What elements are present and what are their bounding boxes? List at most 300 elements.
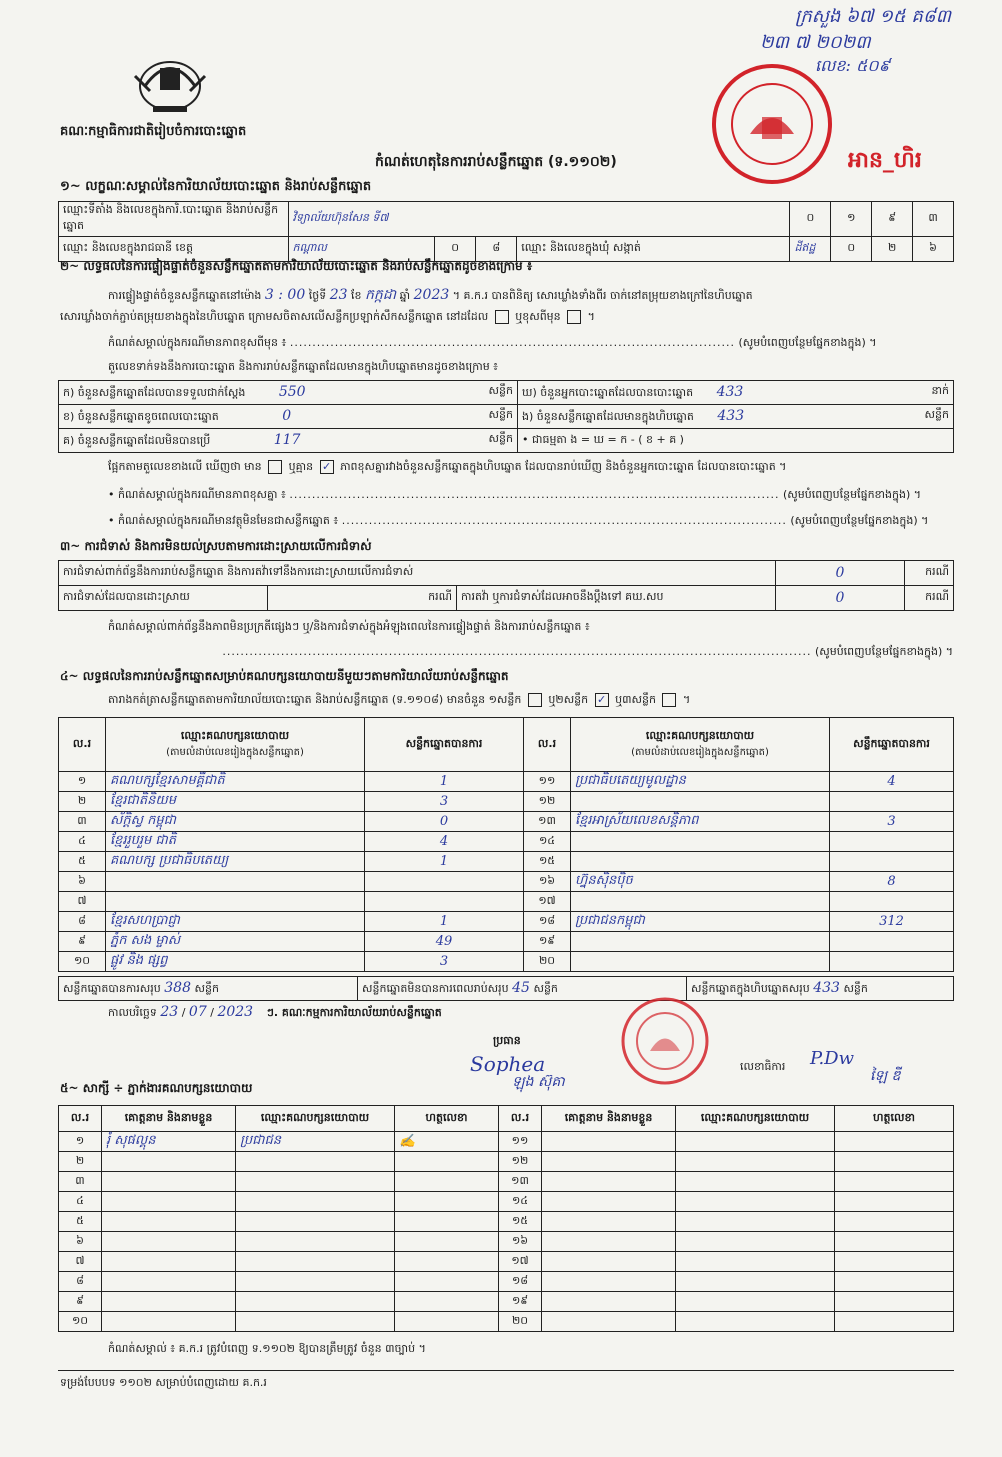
- table-row: [59, 852, 954, 872]
- table-row: [59, 1212, 954, 1232]
- witness-name: [542, 1212, 676, 1232]
- ballot-figures-table: [58, 380, 954, 453]
- witness-party: [236, 1232, 395, 1252]
- discrepancy-label: ផ្អែកតាមតួលេខខាងលើ ឃើញថា មាន: [108, 460, 262, 473]
- total-box-unit: សន្លឹក: [843, 981, 868, 995]
- witness-signature: [835, 1132, 954, 1152]
- row-no: ១៩: [524, 932, 571, 952]
- party-votes: 1: [365, 912, 524, 932]
- date-month: 07: [188, 1004, 207, 1020]
- objections-label: ការជំទាស់ពាក់ព័ន្ធនឹងការរាប់សន្លឹកឆ្នោត និងការតវ៉ាទៅនឹងការដោះស្រាយលើការជំទាស់: [59, 561, 776, 586]
- tally-sheets-line: តារាងកត់ត្រាសន្លឹកឆ្នោតតាមការិយាល័យបោះឆ្នោត និងរាប់សន្លឹកឆ្នោត (ទ.១១០៨) មានចំនួន ១សន្លឹក ឬ២សន្លឹក ✓ ឬ៣សន្លឹក ។: [108, 693, 691, 706]
- secretary-label: លេខាធិការ: [740, 1060, 786, 1073]
- row-no: ១៧: [524, 892, 571, 912]
- row-no: ៨: [59, 1272, 102, 1292]
- row-no: ១៨: [524, 912, 571, 932]
- section4-heading: ៤~ លទ្ធផលនៃការរាប់សន្លឹកឆ្នោតសម្រាប់គណបក្សនយោបាយនីមួយៗតាមការិយាល័យរាប់សន្លឹកឆ្នោត: [60, 669, 509, 683]
- chair-signature: Sophea: [470, 1052, 546, 1076]
- witness-signature: ✍: [395, 1132, 499, 1152]
- witness-signature: [835, 1172, 954, 1192]
- table-row: [59, 792, 954, 812]
- table-row: [59, 912, 954, 932]
- table-row: [59, 1232, 954, 1252]
- time-label: ការផ្ទៀងផ្ទាត់ចំនួនសន្លឹកឆ្នោតនៅម៉ោង: [108, 289, 262, 302]
- figures-intro: តួលេខទាក់ទងនឹងការបោះឆ្នោត និងការរាប់សន្លឹកឆ្នោតដែលមានក្នុងហិបឆ្នោតមានដូចខាងក្រោម ៖: [108, 360, 499, 373]
- discrepancy-text: ភាពខុសគ្នារវាងចំនួនសន្លឹកឆ្នោតក្នុងហិបឆ្នោត ដែលបានរាប់ឃើញ និងចំនួនអ្នកបោះឆ្នោត ដែលបានបោះឆ្នោត ។: [340, 460, 787, 473]
- table-row: [59, 1272, 954, 1292]
- witness-party: [676, 1272, 835, 1292]
- row-no: ៤: [59, 1192, 102, 1212]
- party-votes: [365, 872, 524, 892]
- spoiled-unit: សន្លឹក: [488, 407, 513, 421]
- witness-signature: [835, 1232, 954, 1252]
- two-sheets-label: ឬ២សន្លឹក: [548, 693, 589, 706]
- date-day: 23: [160, 1004, 179, 1020]
- committee-name: គណៈកម្មាធិការជាតិរៀបចំការបោះឆ្នោត: [60, 124, 247, 139]
- witness-name: រុំ សុផល្គុន: [102, 1132, 236, 1152]
- witness-name: [542, 1192, 676, 1212]
- section2-heading: ២~ លទ្ធផលនៃការផ្ទៀងផ្ទាត់ចំនួនសន្លឹកឆ្នោតតាមការិយាល័យបោះឆ្នោត និងរាប់សន្លឹកឆ្នោតដូចខាងក្រោម ៖: [60, 259, 533, 273]
- total-valid-unit: សន្លឹក: [194, 981, 219, 995]
- verification-line-1: [108, 285, 958, 306]
- province-digit: ០: [435, 237, 476, 262]
- official-stamp: [710, 62, 834, 186]
- col-party-title-right: ឈ្មោះគណបក្សនយោបាយ: [645, 729, 755, 742]
- section1-heading: ១~ លក្ខណៈសម្គាល់នៃការិយាល័យបោះឆ្នោត និងរាប់សន្លឹកឆ្នោត: [60, 179, 372, 194]
- witness-table: [58, 1105, 954, 1332]
- party-name: [571, 952, 830, 972]
- discrepancy-line: [108, 460, 786, 476]
- witness-party: ប្រជាជន: [236, 1132, 395, 1152]
- witness-name: [102, 1152, 236, 1172]
- party-name: [571, 852, 830, 872]
- chair-label: ប្រធាន: [493, 1034, 521, 1047]
- two-sheets-checkbox[interactable]: ✓: [595, 693, 609, 707]
- table-row: [59, 872, 954, 892]
- witness-name: [102, 1292, 236, 1312]
- party-votes: [830, 852, 954, 872]
- row-no: ១៤: [499, 1192, 542, 1212]
- table-row: [59, 1152, 954, 1172]
- row-no: ១: [59, 772, 106, 792]
- location-digit: ១: [831, 202, 872, 237]
- voters-unit: នាក់: [931, 383, 949, 397]
- form-title: កំណត់ហេតុនៃការរាប់សន្លឹកឆ្នោត (ទ.១១០២): [375, 154, 617, 170]
- bullet-note-1-label: • កំណត់សម្គាល់ក្នុងករណីមានភាពខុសគ្នា ៖: [108, 488, 286, 501]
- col-no: ល.រ: [59, 718, 106, 772]
- witness-party: [236, 1212, 395, 1232]
- row-no: ១៧: [499, 1252, 542, 1272]
- day-label: ថ្ងៃទី: [308, 289, 327, 302]
- handwritten-note-3: លេខ: ៥០៩: [815, 56, 890, 75]
- w-col-name: គោត្តនាម និងនាមខ្លួន: [102, 1106, 236, 1132]
- witness-party: [236, 1172, 395, 1192]
- w-col-party: ឈ្មោះគណបក្សនយោបាយ: [236, 1106, 395, 1132]
- commune-digit: ០: [831, 237, 872, 262]
- second-stamp: [610, 996, 720, 1086]
- irregularity-note: កំណត់សម្គាល់ពាក់ព័ន្ធនឹងភាពមិនប្រក្រតីផ្សេងៗ ឬ/និងការជំទាស់ក្នុងអំឡុងពេលនៃការផ្ទៀងផ្ទាត់ និងការរាប់សន្លឹកឆ្នោត ៖: [108, 620, 590, 633]
- no-discrepancy-checkbox[interactable]: ✓: [320, 460, 334, 474]
- total-valid-value: 388: [164, 979, 191, 996]
- row-no: ៩: [59, 932, 106, 952]
- witness-name: [102, 1312, 236, 1332]
- witness-signature: [835, 1272, 954, 1292]
- party-name: ខ្មែរជាតិនិយម: [106, 792, 365, 812]
- row-no: ១៦: [524, 872, 571, 892]
- w-col-name-right: គោត្តនាម និងនាមខ្លួន: [542, 1106, 676, 1132]
- witness-signature: [835, 1312, 954, 1332]
- nec-logo: [125, 46, 215, 116]
- witness-party: [676, 1132, 835, 1152]
- year-value: 2023: [413, 287, 450, 303]
- row-no: ១៩: [499, 1292, 542, 1312]
- row-no: ១: [59, 1132, 102, 1152]
- resolved-unit: ករណី: [268, 586, 457, 611]
- witness-party: [676, 1292, 835, 1312]
- irregularity-note-tail: ................................................................................................................................... (សូមបំពេញបន្ថែមផ្នែកខាងក្នុង) ។: [222, 645, 953, 658]
- date-label: កាលបរិច្ឆេទ: [108, 1006, 157, 1019]
- bullet-note-2-tail: (សូមបំពេញបន្ថែមផ្នែកខាងក្នុង) ។: [790, 514, 929, 527]
- w-col-no: ល.រ: [59, 1106, 102, 1132]
- witness-party: [236, 1152, 395, 1172]
- objections-unit: ករណី: [905, 561, 954, 586]
- table-row: [59, 932, 954, 952]
- location-digit: ៣: [913, 202, 954, 237]
- row-no: ៦: [59, 872, 106, 892]
- party-votes: 49: [365, 932, 524, 952]
- different-label: ឬខុសពីមុន: [515, 310, 561, 323]
- row-no: ៣: [59, 1172, 102, 1192]
- three-sheets-checkbox[interactable]: [662, 693, 676, 707]
- witness-signature: [395, 1152, 499, 1172]
- row-no: ៩: [59, 1292, 102, 1312]
- ballot-box-label: ង) ចំនួនសន្លឹកឆ្នោតដែលមានក្នុងហិបឆ្នោត: [522, 409, 694, 423]
- witness-party: [236, 1312, 395, 1332]
- w-col-no-right: ល.រ: [499, 1106, 542, 1132]
- totals-row: [58, 976, 954, 1001]
- witness-name: [102, 1272, 236, 1292]
- witness-name: [102, 1232, 236, 1252]
- party-votes: 3: [365, 952, 524, 972]
- party-votes: 4: [830, 772, 954, 792]
- party-name: គណបក្សខ្មែរសាមគ្គីជាតិ: [106, 772, 365, 792]
- commune-digit: ២: [872, 237, 913, 262]
- has-discrepancy-checkbox[interactable]: [268, 460, 282, 474]
- total-invalid-label: សន្លឹកឆ្នោតមិនបានការពេលរាប់សរុប: [362, 981, 509, 995]
- witness-signature: [835, 1292, 954, 1312]
- three-sheets-label: ឬ៣សន្លឹក: [615, 693, 656, 706]
- row-no: ១១: [499, 1132, 542, 1152]
- row-no: ៣: [59, 812, 106, 832]
- witness-party: [676, 1212, 835, 1232]
- col-party-right: [571, 718, 830, 772]
- appeal-unit: ករណី: [905, 586, 954, 611]
- party-name: [106, 892, 365, 912]
- received-unit: សន្លឹក: [488, 383, 513, 397]
- bullet-note-1-tail: (សូមបំពេញបន្ថែមផ្នែកខាងក្នុង) ។: [782, 488, 922, 501]
- bullet-note-2: • កំណត់សម្គាល់ក្នុងករណីមានវត្ថុមិនមែនជាសន្លឹកឆ្នោត ៖ ................................................................................................... (សូមបំពេញបន្ថែមផ្នែកខាងក្នុង) ។: [108, 514, 929, 527]
- witness-name: [102, 1252, 236, 1272]
- red-signature: អាន_ហិរ: [848, 148, 922, 173]
- party-votes: 3: [830, 812, 954, 832]
- province-value: កណ្តាល: [288, 237, 435, 262]
- witness-signature: [835, 1192, 954, 1212]
- difference-note-line: កំណត់សម្គាល់ក្នុងករណីមានភាពខុសពីមុន ៖ ................................................................................................... (សូមបំពេញបន្ថែមផ្នែកខាងក្នុង) ។: [108, 336, 877, 349]
- witness-name: [102, 1212, 236, 1232]
- province-label: ឈ្មោះ និងលេខក្នុងរាជធានី ខេត្ត: [59, 237, 289, 262]
- col-no-right: ល.រ: [524, 718, 571, 772]
- witness-party: [676, 1172, 835, 1192]
- party-results-table: [58, 717, 954, 972]
- secretary-name: ឡៃ ឌី: [870, 1068, 901, 1084]
- row-no: ១៤: [524, 832, 571, 852]
- w-col-sign-right: ហត្ថលេខា: [835, 1106, 954, 1132]
- col-votes: សន្លឹកឆ្នោតបានការ: [365, 718, 524, 772]
- party-votes: 1: [365, 772, 524, 792]
- row-no: ៦: [59, 1232, 102, 1252]
- verification-line-2: សោរឃ្លាំងចាក់ភ្ជាប់តម្រុយខាងក្នុងនៃហិបឆ្នោត ក្រោមសចិតាសលើសន្លឹកប្រឡាក់សឹកសន្លឹកឆ្នោត នៅដដែល ឬខុសពីមុន ។: [60, 310, 595, 323]
- handwritten-note-2: ២៣ ៧ ២០២៣: [760, 32, 871, 53]
- row-no: ១៥: [524, 852, 571, 872]
- voters-label: ឃ) ចំនួនអ្នកបោះឆ្នោតដែលបានបោះឆ្នោត: [522, 385, 694, 399]
- spoiled-label: ខ) ចំនួនសន្លឹកឆ្នោតខូចពេលបោះឆ្នោត: [63, 409, 219, 423]
- row-no: ២: [59, 1152, 102, 1172]
- location-label: ឈ្មោះទីតាំង និងលេខក្នុងការិ.បោះឆ្នោត និងរាប់សន្លឹកឆ្នោត: [59, 202, 289, 237]
- party-name: ហ្វ៊ុនស៊ិនប៉ិច: [571, 872, 830, 892]
- table-row: [59, 1132, 954, 1152]
- witness-signature: [835, 1212, 954, 1232]
- party-name: គណបក្ស ប្រជាធិបតេយ្យ: [106, 852, 365, 872]
- col-votes-right: សន្លឹកឆ្នោតបានការ: [830, 718, 954, 772]
- received-label: ក) ចំនួនសន្លឹកឆ្នោតដែលបានទទួលជាក់ស្តែង: [63, 385, 246, 399]
- seal-text: សោរឃ្លាំងចាក់ភ្ជាប់តម្រុយខាងក្នុងនៃហិបឆ្នោត ក្រោមសចិតាសលើសន្លឹកប្រឡាក់សឹកសន្លឹកឆ្នោត នៅដដែល: [60, 310, 489, 323]
- formula-text: • ជាធម្មតា ង = ឃ = ក - ( ខ + គ ): [518, 429, 954, 453]
- total-box-label: សន្លឹកឆ្នោតក្នុងហិបឆ្នោតសរុប: [691, 981, 810, 995]
- secretary-signature: P.Dw: [810, 1048, 855, 1069]
- month-label: ខែ: [351, 289, 362, 302]
- party-name: [571, 832, 830, 852]
- different-checkbox[interactable]: [567, 310, 581, 324]
- party-name: [106, 872, 365, 892]
- tally-sheets-label: តារាងកត់ត្រាសន្លឹកឆ្នោតតាមការិយាល័យបោះឆ្នោត និងរាប់សន្លឹកឆ្នោត (ទ.១១០៨) មានចំនួន ១សន្លឹក: [108, 693, 522, 706]
- col-party-title: ឈ្មោះគណបក្សនយោបាយ: [180, 729, 290, 742]
- col-party-sub-right: (តាមលំដាប់លេខរៀងក្នុងសន្លឹកឆ្នោត): [631, 747, 769, 758]
- party-name: [571, 792, 830, 812]
- bullet-note-2-label: • កំណត់សម្គាល់ក្នុងករណីមានវត្ថុមិនមែនជាសន្លឹកឆ្នោត ៖: [108, 514, 339, 527]
- col-party-sub: (តាមលំដាប់លេខរៀងក្នុងសន្លឹកឆ្នោត): [166, 747, 304, 758]
- difference-note-tail: (សូមបំពេញបន្ថែមផ្នែកខាងក្នុង) ។: [738, 336, 877, 349]
- table-row: [59, 772, 954, 792]
- section5-heading: ៥~ សាក្សី ÷ ភ្នាក់ងារគណបក្សនយោបាយ: [60, 1081, 253, 1095]
- witness-name: [542, 1172, 676, 1192]
- year-label: ឆ្នាំ: [399, 289, 411, 302]
- witness-name: [542, 1272, 676, 1292]
- table-row: [59, 832, 954, 852]
- commune-digit: ៦: [913, 237, 954, 262]
- witness-signature: [395, 1312, 499, 1332]
- row-no: ១៦: [499, 1232, 542, 1252]
- commune-label: ឈ្មោះ និងលេខក្នុងឃុំ សង្កាត់: [517, 237, 790, 262]
- party-votes: 0: [365, 812, 524, 832]
- party-name: ខ្មែរសហប្រាជ្ញា: [106, 912, 365, 932]
- ballot-box-unit: សន្លឹក: [924, 407, 949, 421]
- table-row: [59, 952, 954, 972]
- row-no: ៥: [59, 852, 106, 872]
- received-value: 550: [278, 383, 306, 400]
- row-no: ១១: [524, 772, 571, 792]
- witness-signature: [395, 1232, 499, 1252]
- row-no: ២០: [499, 1312, 542, 1332]
- party-votes: [830, 832, 954, 852]
- table-row: [59, 1292, 954, 1312]
- w-col-sign: ហត្ថលេខា: [395, 1106, 499, 1132]
- no-discrepancy-label: ឬគ្មាន: [288, 460, 314, 473]
- witness-name: [542, 1252, 676, 1272]
- table-row: [59, 1172, 954, 1192]
- party-name: ប្រជាធិបតេយ្យមូលដ្ឋាន: [571, 772, 830, 792]
- witness-party: [236, 1252, 395, 1272]
- location-table: [58, 201, 954, 262]
- difference-note-label: កំណត់សម្គាល់ក្នុងករណីមានភាពខុសពីមុន ៖: [108, 336, 287, 349]
- party-name: ខ្មែរអាស្រ័យលេខសន្តិភាព: [571, 812, 830, 832]
- one-sheet-checkbox[interactable]: [528, 693, 542, 707]
- bullet-note-1: • កំណត់សម្គាល់ក្នុងករណីមានភាពខុសគ្នា ៖ ............................................................................................................. (សូមបំពេញបន្ថែមផ្នែកខាងក្នុង) ។: [108, 488, 922, 501]
- location-digit: ០: [790, 202, 831, 237]
- row-no: ១៣: [499, 1172, 542, 1192]
- witness-signature: [395, 1292, 499, 1312]
- form-reference: ទម្រង់បែបបទ ១១០២ សម្រាប់បំពេញដោយ គ.ក.រ: [60, 1376, 267, 1389]
- party-votes: [830, 792, 954, 812]
- commune-value: ដីឥដ្ឋ: [790, 237, 831, 262]
- party-name: [571, 892, 830, 912]
- unused-label: គ) ចំនួនសន្លឹកឆ្នោតដែលមិនបានប្រើ: [63, 433, 211, 447]
- table-row: [59, 812, 954, 832]
- chair-name: ឡុង ស៊ុគា: [512, 1074, 565, 1090]
- verification-text: ។ គ.ក.រ បានពិនិត្យ សោរឃ្លាំងទាំងពីរ ចាក់នៅតម្រុយខាងក្រៅនៃហិបឆ្នោត: [452, 289, 753, 302]
- witness-party: [676, 1152, 835, 1172]
- committee-label: ៗ. គណៈកម្មការការិយាល័យរាប់សន្លឹកឆ្នោត: [266, 1006, 442, 1019]
- witness-signature: [835, 1252, 954, 1272]
- witness-party: [236, 1192, 395, 1212]
- date-year: 2023: [217, 1004, 254, 1020]
- location-digit: ៩: [872, 202, 913, 237]
- witness-name: [102, 1172, 236, 1192]
- footer-rule: [58, 1370, 954, 1371]
- date-line: កាលបរិច្ឆេទ 23 / 07 / 2023 ៗ. គណៈកម្មការការិយាល័យរាប់សន្លឹកឆ្នោត: [108, 1004, 442, 1020]
- party-votes: 4: [365, 832, 524, 852]
- objections-table: [58, 560, 954, 611]
- row-no: ១២: [499, 1152, 542, 1172]
- party-name: ប្រជាជនកម្ពុជា: [571, 912, 830, 932]
- day-value: 23: [329, 287, 348, 303]
- table-row: [59, 1252, 954, 1272]
- row-no: ៥: [59, 1212, 102, 1232]
- ballot-box-value: 433: [717, 407, 745, 424]
- total-valid-label: សន្លឹកឆ្នោតបានការសរុប: [63, 981, 161, 995]
- party-votes: [830, 892, 954, 912]
- province-digit: ៨: [476, 237, 517, 262]
- row-no: ១៣: [524, 812, 571, 832]
- witness-party: [676, 1312, 835, 1332]
- total-box-value: 433: [813, 979, 840, 996]
- month-value: កក្កដា: [365, 287, 397, 303]
- total-invalid-unit: សន្លឹក: [533, 981, 558, 995]
- party-name: ស័ក្តិស្វ កម្ពុជា: [106, 812, 365, 832]
- same-checkbox[interactable]: [495, 310, 509, 324]
- witness-signature: [395, 1192, 499, 1212]
- table-row: [59, 1312, 954, 1332]
- row-no: ១០: [59, 1312, 102, 1332]
- witness-party: [676, 1192, 835, 1212]
- section3-heading: ៣~ ការជំទាស់ និងការមិនយល់ស្របតាមការដោះស្រាយលើការជំទាស់: [60, 539, 372, 553]
- row-no: ៤: [59, 832, 106, 852]
- party-name: [571, 932, 830, 952]
- location-value: វិទ្យាល័យហ៊ុនសែន ទី៧: [288, 202, 790, 237]
- party-votes: 3: [365, 792, 524, 812]
- footnote: កំណត់សម្គាល់ ៖ គ.ក.រ ត្រូវបំពេញ ទ.១១០២ ឱ្យបានត្រឹមត្រូវ ចំនួន ៣ច្បាប់ ។: [108, 1342, 426, 1355]
- unused-unit: សន្លឹក: [488, 431, 513, 445]
- row-no: ២: [59, 792, 106, 812]
- unused-value: 117: [273, 431, 301, 448]
- witness-signature: [395, 1172, 499, 1192]
- witness-name: [542, 1292, 676, 1312]
- col-party: [106, 718, 365, 772]
- appeal-label: ការតវ៉ា ឬការជំទាស់ដែលអាចនឹងប្តឹងទៅ គឃ.សប: [457, 586, 776, 611]
- table-row: [59, 1192, 954, 1212]
- party-votes: 8: [830, 872, 954, 892]
- witness-name: [542, 1232, 676, 1252]
- witness-party: [236, 1272, 395, 1292]
- party-name: ខ្មែររួបរួម ជាតិ: [106, 832, 365, 852]
- row-no: ៧: [59, 892, 106, 912]
- row-no: ១៨: [499, 1272, 542, 1292]
- row-no: ៧: [59, 1252, 102, 1272]
- appeal-value: 0: [776, 586, 905, 611]
- witness-party: [236, 1292, 395, 1312]
- witness-signature: [395, 1272, 499, 1292]
- total-invalid-value: 45: [512, 979, 530, 996]
- party-votes: [830, 932, 954, 952]
- row-no: ២០: [524, 952, 571, 972]
- witness-signature: [395, 1252, 499, 1272]
- party-votes: [830, 952, 954, 972]
- witness-name: [102, 1192, 236, 1212]
- irregularity-note-tail-text: (សូមបំពេញបន្ថែមផ្នែកខាងក្នុង) ។: [814, 645, 953, 658]
- handwritten-note-1: ក្រសួង ៦៧ ១៥ គ៨៣: [795, 6, 951, 27]
- w-col-party-right: ឈ្មោះគណបក្សនយោបាយ: [676, 1106, 835, 1132]
- party-votes: [365, 892, 524, 912]
- witness-party: [676, 1252, 835, 1272]
- row-no: ១៥: [499, 1212, 542, 1232]
- objections-value: 0: [776, 561, 905, 586]
- witness-name: [542, 1132, 676, 1152]
- witness-signature: [395, 1212, 499, 1232]
- row-no: ១០: [59, 952, 106, 972]
- party-name: ភ្នំក សង ម្ចាស់: [106, 932, 365, 952]
- party-votes: 1: [365, 852, 524, 872]
- time-value: 3 : 00: [264, 287, 306, 303]
- witness-name: [542, 1152, 676, 1172]
- witness-name: [542, 1312, 676, 1332]
- witness-signature: [835, 1152, 954, 1172]
- row-no: ៨: [59, 912, 106, 932]
- spoiled-value: 0: [282, 407, 292, 424]
- party-name: ផ្លូវ និង ផ្សព្វ: [106, 952, 365, 972]
- witness-party: [676, 1232, 835, 1252]
- table-row: [59, 892, 954, 912]
- resolved-label: ការជំទាស់ដែលបានដោះស្រាយ: [59, 586, 268, 611]
- voters-value: 433: [716, 383, 744, 400]
